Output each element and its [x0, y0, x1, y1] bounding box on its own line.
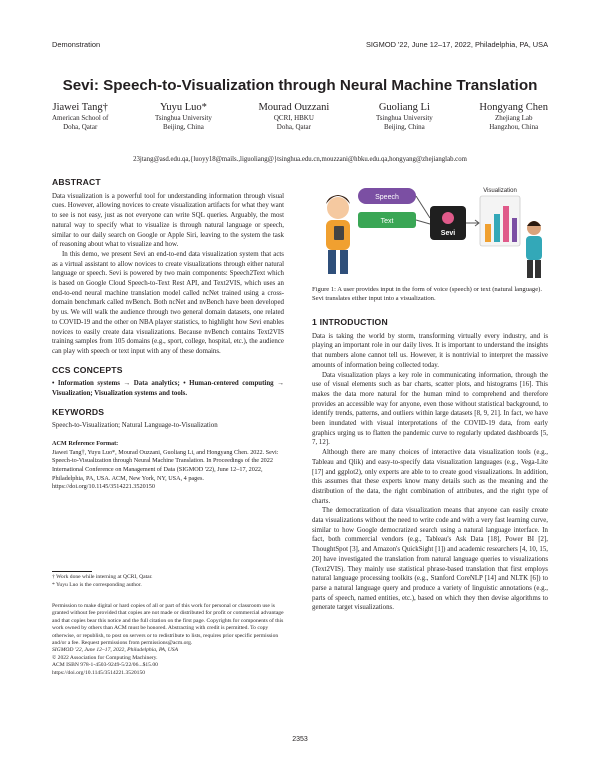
author-name: Hongyang Chen — [479, 102, 548, 113]
intro-paragraph-1: Data is taking the world by storm, transforming virtually every industry, and is playing an important role in our daily lives. It is important to understand the insights that numbers alone cannot tell us. However, it is nontrivial to interpret the massive amounts of information being collected today. — [312, 332, 548, 369]
author-name: Guoliang Li — [378, 102, 430, 113]
abstract-paragraph-2: In this demo, we present Sevi an end-to-end data visualization system that acts as a virtual assistant to allow novices to create visualizations through either natural language or speech. Sevi is powered by two main components: Speech2Text which is based on Google Cloud Speech-to-Text Rest API, and Text2VIS, which uses an end-to-end neural machine translation model called ncNet trained using a cross-domain benchmark called nvBench. Both ncNet and nvBench have been developed by us. We will walk the audience through two general domain datasets, one related to COVID-19 and the other on NBA player statistics, to highlight how Sevi enables novices to easily create data visualizations. Because nvBench contains Text2VIS training samples from 105 domains (e.g., sport, college, hospital, etc.), the audience can play with speech or text input with any of these domains. — [52, 250, 284, 355]
keywords-heading: KEYWORDS — [52, 406, 105, 417]
intro-paragraph-2: Data visualization plays a key role in communicating information, through the use of visual elements such as bar charts, scatter plots, and histograms [16]. This makes the data more natural for the human mind to comprehend and therefore provides an accessible way for anyone, even those without statistical background, to identify trends, patterns, and outliers within large datasets [8, 9, 21]. In fact, we have been inundated with visual interpretations of the COVID-19 data, from early graphics urging us to flatten the pandemic curve to regularly updated dashboards [5, 7, 12]. — [312, 371, 548, 447]
author-2 — [155, 101, 212, 133]
abstract-paragraph-1: Data visualization is a powerful tool for understanding information through visual cues. However, allowing novices to create visualization artifacts for what they want to see is not easy, just as not everyone can write SQL queries. Arguably, the most natural way to specify what to visualize is through natural language or speech, similar to our daily search on Google or Apple Siri, leaving to the system the task of reasoning about what to visualize and how. — [52, 192, 284, 249]
author-name: Yuyu Luo* — [159, 102, 207, 113]
figure-1 — [312, 178, 548, 282]
copyright: © 2022 Association for Computing Machinery. — [52, 654, 158, 661]
ccs-concepts: • Information systems → Data analytics; • Human-centered computing → Visualization; Visualization systems and tools. — [52, 380, 284, 398]
introduction-heading: 1 INTRODUCTION — [312, 317, 388, 327]
viewer-illustration — [526, 221, 542, 278]
footnote-1: † Work done while interning at QCRI, Qatar. — [52, 574, 153, 580]
author-name: Mourad Ouzzani — [258, 102, 330, 113]
conference-info: SIGMOD '22, June 12–17, 2022, Philadelphia, PA, USA — [52, 647, 179, 654]
doi-link[interactable]: https://doi.org/10.1145/3514221.3520150 — [52, 669, 146, 676]
user-illustration — [326, 195, 350, 274]
author-affiliation: American School of — [52, 114, 109, 122]
acm-reference-label: ACM Reference Format: — [52, 440, 119, 448]
sevi-system — [430, 206, 466, 240]
acm-reference — [52, 440, 284, 492]
speech-bubble — [358, 188, 416, 204]
author-4 — [376, 101, 433, 133]
author-1 — [52, 101, 108, 133]
text-label: Text — [380, 218, 394, 225]
author-3 — [258, 101, 329, 133]
author-location: Doha, Qatar — [63, 123, 98, 132]
author-location: Doha, Qatar — [276, 123, 311, 132]
visualization-output — [480, 188, 520, 246]
author-5 — [479, 101, 548, 133]
paper-title: Sevi: Speech-to-Visualization through Neural Machine Translation — [62, 77, 538, 94]
author-location: Hangzhou, China — [489, 123, 539, 132]
author-affiliation: QCRI, HBKU — [273, 114, 314, 122]
figure-caption: Figure 1: A user provides input in the form of voice (speech) or text (natural language). Sevi translates either input into a visualization. — [312, 286, 542, 302]
footnote-2: * Yuyu Luo is the corresponding author. — [52, 581, 142, 588]
page-number: 2353 — [292, 736, 308, 743]
author-affiliation: Tsinghua University — [375, 114, 433, 122]
author-location: Beijing, China — [163, 123, 204, 132]
running-header-right: SIGMOD '22, June 12–17, 2022, Philadelphia, PA, USA — [365, 40, 548, 49]
acm-reference-text: Jiawei Tang†, Yuyu Luo*, Mourad Ouzzani, Guoliang Li, and Hongyang Chen. 2022. Sevi: Speech-to-Visualization through Neural Machine Translation. In Proceedings of the 2022 International Conference on Management of Data (SIGMOD '22), June 12–17, 2022, Philadelphia, PA, USA. ACM, New York, NY, USA, 4 pages. https://doi.org/10.1145/3514221.3520150 — [52, 448, 279, 491]
footnotes — [52, 574, 284, 589]
ccs-heading: CCS CONCEPTS — [52, 364, 123, 375]
footnote-rule — [52, 571, 92, 572]
intro-paragraph-4: The democratization of data visualization means that anyone can easily create data visualizations without the need to write code and with a very fast learning curve, similar to how Google democratized search using a natural language interface. In fact, both commercial vendors (e.g., Tableau's Ask Data [18], Power BI [2], ThoughtSpot [3], and Amazon's QuickSight [1]) and academic researchers [4, 10, 15, 20] have investigated the translation from natural language queries to visualizations (Text2VIS). They mainly use statistical phrase-based translation that first employs natural language processing toolkits (e.g., Stanford CoreNLP [14] and NLTK [6]) to parse a natural language query and produce a variety of linguistic annotations (e.g., parts of speech, named entities, etc.), based on which they then devise algorithms to generate target visualizations. — [312, 507, 548, 612]
author-location: Beijing, China — [383, 123, 425, 132]
abstract-heading: ABSTRACT — [52, 177, 101, 187]
author-affiliation: Tsinghua University — [154, 114, 212, 122]
intro-paragraph-3: Although there are many choices of interactive data visualization tools (e.g., Tableau and Qlik) and easy-to-specify data visualization languages (e.g., Vega-Lite [17] and ggplot2), only experts are able to to create good visualizations. In addition, this assumes that these experts know many details such as the meaning and the distribution of the data, the right combination of attributes, and the right type of charts. — [312, 449, 548, 505]
isbn: ACM ISBN 978-1-4503-9249-5/22/06...$15.00 — [52, 662, 158, 669]
running-header-left: Demonstration — [52, 40, 101, 49]
figure-illustration — [312, 178, 548, 282]
visualization-label: Visualization — [483, 188, 517, 194]
author-emails: 23jtang@asd.edu.qa,{luoyy18@mails.,liguoliang@}tsinghua.edu.cn,mouzzani@hbku.edu.qa,hongyang@zhejianglab.com — [133, 156, 467, 163]
permission-block — [52, 603, 284, 677]
author-affiliation: Zhejiang Lab — [494, 114, 533, 122]
text-bubble — [358, 212, 416, 228]
keywords-text: Speech-to-Visualization; Natural Language-to-Visualization — [52, 422, 218, 430]
author-name: Jiawei Tang† — [52, 102, 108, 113]
right-column — [312, 318, 548, 613]
author-block — [52, 101, 548, 133]
left-column — [52, 178, 284, 492]
speech-label: Speech — [375, 194, 399, 201]
sevi-label: Sevi — [440, 230, 456, 237]
permission-text: Permission to make digital or hard copies of all or part of this work for personal or classroom use is granted without fee provided that copies are not made or distributed for profit or commercial advantage and that copies bear this notice and the full citation on the first page. Copyrights for components of this work owned by others than ACM must be honored. Abstracting with credit is permitted. To copy otherwise, or republish, to post on servers or to redistribute to lists, requires prior specific permission and/or a fee. Request permissions from permissions@acm.org. — [52, 603, 284, 647]
